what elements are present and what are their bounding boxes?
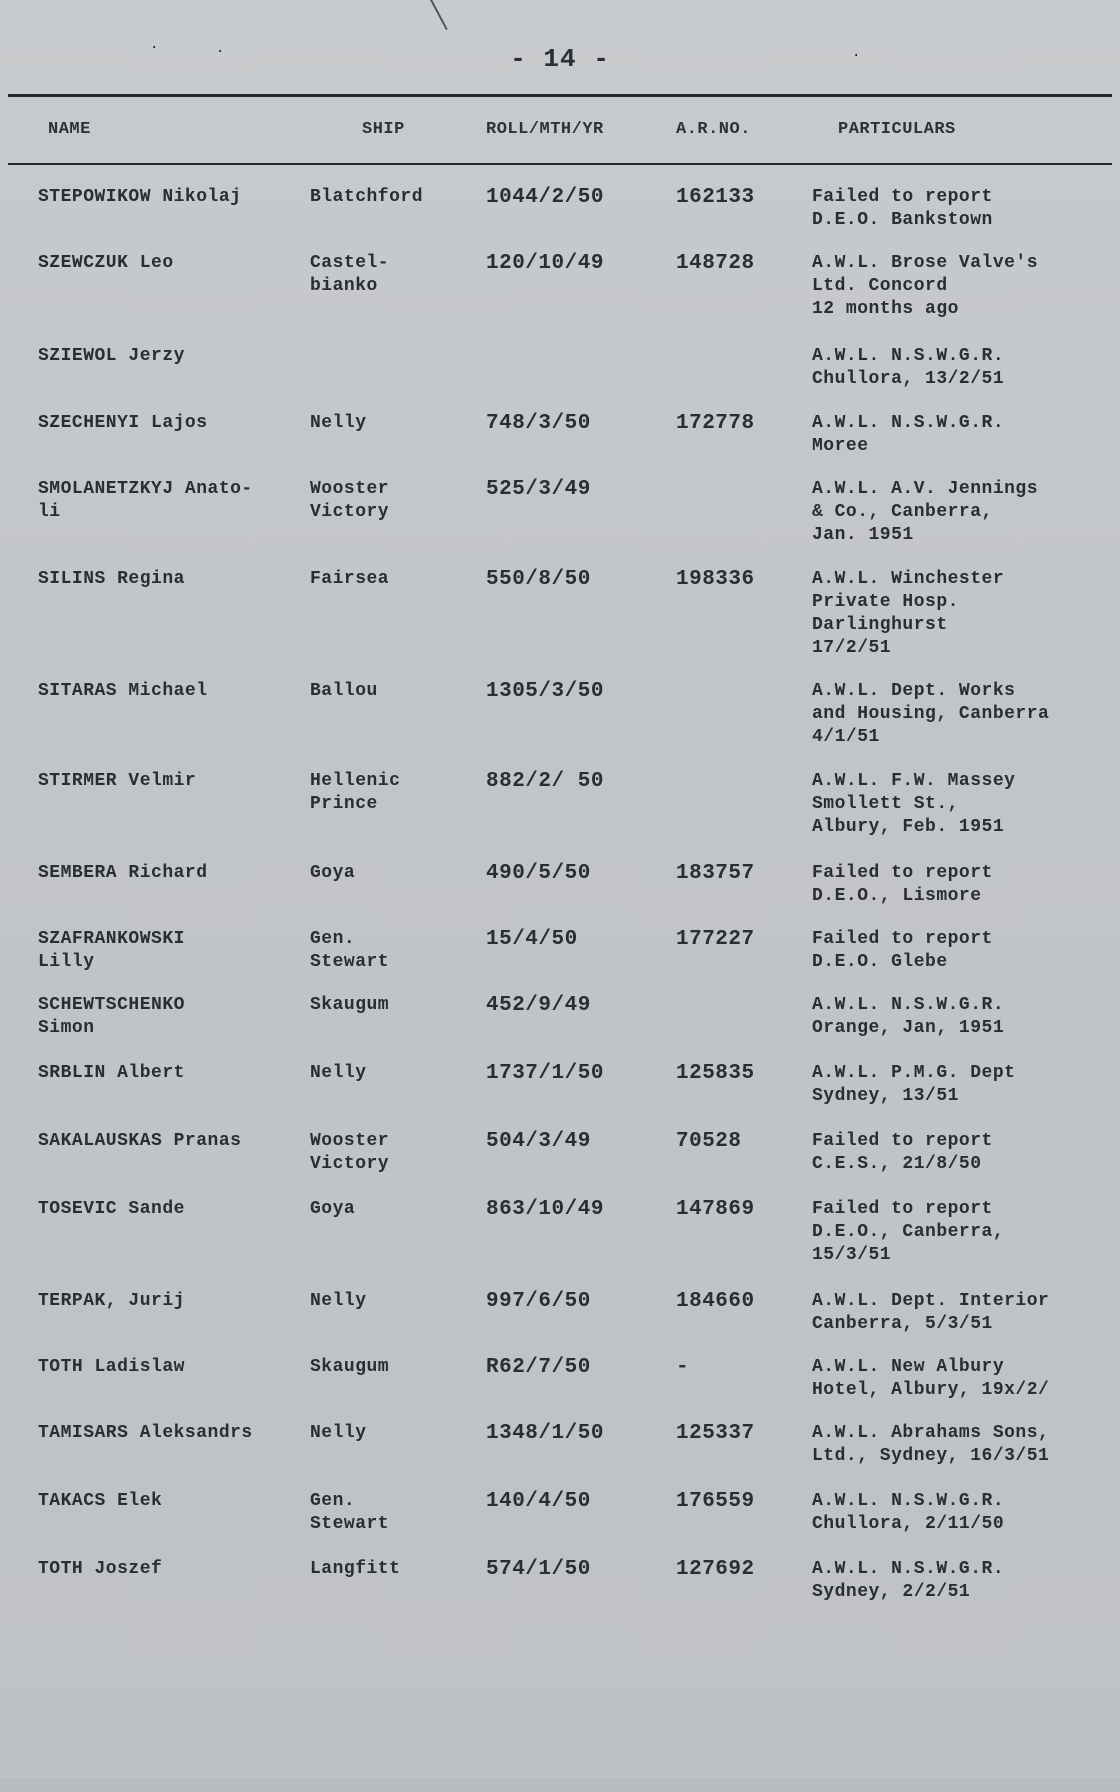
page-number: - 14 - bbox=[510, 44, 610, 74]
ink-speck: · bbox=[852, 48, 861, 64]
column-header-particulars: PARTICULARS bbox=[838, 120, 956, 139]
entry-name: TOTH Ladislaw bbox=[38, 1357, 185, 1377]
entry-particulars: A.W.L. Brose Valve's Ltd. Concord 12 months ago bbox=[812, 253, 1039, 319]
column-header-roll: ROLL/MTH/YR bbox=[486, 120, 604, 139]
entry-particulars: A.W.L. N.S.W.G.R. Chullora, 2/11/50 bbox=[812, 1491, 1005, 1534]
entry-roll: 550/8/50 bbox=[486, 568, 591, 591]
entry-ar-number: 183757 bbox=[676, 862, 755, 885]
entry-name: TERPAK, Jurij bbox=[38, 1291, 185, 1311]
entry-ar-number: - bbox=[676, 1356, 690, 1379]
entry-roll: 15/4/50 bbox=[486, 928, 578, 951]
entry-ar-number: 162133 bbox=[676, 186, 755, 209]
entry-ship: Castel- bianko bbox=[310, 253, 390, 296]
entry-ship: Hellenic Prince bbox=[310, 771, 401, 814]
page-bottom-edge bbox=[0, 1778, 1120, 1792]
fold-mark bbox=[430, 0, 448, 30]
entry-name: SRBLIN Albert bbox=[38, 1063, 185, 1083]
entry-particulars: A.W.L. N.S.W.G.R. Sydney, 2/2/51 bbox=[812, 1559, 1005, 1602]
entry-ship: Gen. Stewart bbox=[310, 1491, 390, 1534]
entry-ar-number: 172778 bbox=[676, 412, 755, 435]
entry-ship: Skaugum bbox=[310, 1357, 390, 1377]
entry-roll: 490/5/50 bbox=[486, 862, 591, 885]
entry-name: TAKACS Elek bbox=[38, 1491, 163, 1511]
entry-ar-number: 148728 bbox=[676, 252, 755, 275]
ink-speck: · bbox=[150, 40, 159, 56]
entry-name: SAKALAUSKAS Pranas bbox=[38, 1131, 242, 1151]
entry-roll: 140/4/50 bbox=[486, 1490, 591, 1513]
header-bottom-rule bbox=[8, 163, 1112, 165]
entry-ship: Blatchford bbox=[310, 187, 424, 207]
entry-ship: Nelly bbox=[310, 1423, 367, 1443]
entry-particulars: A.W.L. N.S.W.G.R. Orange, Jan, 1951 bbox=[812, 995, 1005, 1038]
entry-name: STIRMER Velmir bbox=[38, 771, 197, 791]
entry-ship: Wooster Victory bbox=[310, 479, 390, 522]
entry-ar-number: 176559 bbox=[676, 1490, 755, 1513]
entry-ship: Nelly bbox=[310, 1063, 367, 1083]
entry-ship: Nelly bbox=[310, 1291, 367, 1311]
entry-name: SMOLANETZKYJ Anato- li bbox=[38, 479, 253, 522]
entry-roll: 882/2/ 50 bbox=[486, 770, 604, 793]
column-header-arno: A.R.NO. bbox=[676, 120, 751, 139]
entry-ship: Skaugum bbox=[310, 995, 390, 1015]
entry-name: TAMISARS Aleksandrs bbox=[38, 1423, 253, 1443]
entry-ar-number: 198336 bbox=[676, 568, 755, 591]
entry-ship: Goya bbox=[310, 1199, 356, 1219]
entry-name: STEPOWIKOW Nikolaj bbox=[38, 187, 242, 207]
entry-ar-number: 147869 bbox=[676, 1198, 755, 1221]
entry-roll: R62/7/50 bbox=[486, 1356, 591, 1379]
entry-ar-number: 125337 bbox=[676, 1422, 755, 1445]
entry-name: SITARAS Michael bbox=[38, 681, 208, 701]
entry-roll: 574/1/50 bbox=[486, 1558, 591, 1581]
column-header-name: NAME bbox=[48, 120, 91, 139]
entry-ar-number: 127692 bbox=[676, 1558, 755, 1581]
entry-roll: 1044/2/50 bbox=[486, 186, 604, 209]
entry-ship: Langfitt bbox=[310, 1559, 401, 1579]
entry-particulars: A.W.L. A.V. Jennings & Co., Canberra, Jan. 1951 bbox=[812, 479, 1039, 545]
entry-ar-number: 70528 bbox=[676, 1130, 742, 1153]
entry-name: SEMBERA Richard bbox=[38, 863, 208, 883]
entry-name: TOTH Joszef bbox=[38, 1559, 163, 1579]
entry-particulars: A.W.L. N.S.W.G.R. Chullora, 13/2/51 bbox=[812, 346, 1005, 389]
header-top-rule bbox=[8, 94, 1112, 97]
entry-name: SZEWCZUK Leo bbox=[38, 253, 174, 273]
entry-particulars: Failed to report D.E.O. Glebe bbox=[812, 929, 993, 972]
entry-roll: 120/10/49 bbox=[486, 252, 604, 275]
entry-name: SILINS Regina bbox=[38, 569, 185, 589]
entry-roll: 1348/1/50 bbox=[486, 1422, 604, 1445]
entry-particulars: Failed to report C.E.S., 21/8/50 bbox=[812, 1131, 993, 1174]
entry-roll: 997/6/50 bbox=[486, 1290, 591, 1313]
entry-ship: Fairsea bbox=[310, 569, 390, 589]
entry-ship: Goya bbox=[310, 863, 356, 883]
entry-particulars: A.W.L. Abrahams Sons, Ltd., Sydney, 16/3/51 bbox=[812, 1423, 1050, 1466]
entry-roll: 504/3/49 bbox=[486, 1130, 591, 1153]
entry-roll: 1305/3/50 bbox=[486, 680, 604, 703]
entry-particulars: A.W.L. New Albury Hotel, Albury, 19x/2/ bbox=[812, 1357, 1050, 1400]
entry-name: SCHEWTSCHENKO Simon bbox=[38, 995, 185, 1038]
entry-particulars: Failed to report D.E.O. Bankstown bbox=[812, 187, 993, 230]
entry-ship: Ballou bbox=[310, 681, 378, 701]
entry-particulars: A.W.L. Dept. Works and Housing, Canberra 4/1/51 bbox=[812, 681, 1050, 747]
entry-particulars: Failed to report D.E.O., Canberra, 15/3/51 bbox=[812, 1199, 1005, 1265]
ink-speck: · bbox=[216, 44, 225, 60]
entry-ar-number: 125835 bbox=[676, 1062, 755, 1085]
entry-roll: 525/3/49 bbox=[486, 478, 591, 501]
entry-ar-number: 184660 bbox=[676, 1290, 755, 1313]
entry-ship: Wooster Victory bbox=[310, 1131, 390, 1174]
entry-ship: Gen. Stewart bbox=[310, 929, 390, 972]
entry-name: SZIEWOL Jerzy bbox=[38, 346, 185, 366]
entry-name: SZAFRANKOWSKI Lilly bbox=[38, 929, 185, 972]
entry-particulars: A.W.L. F.W. Massey Smollett St., Albury, Feb. 1951 bbox=[812, 771, 1016, 837]
entry-particulars: A.W.L. Dept. Interior Canberra, 5/3/51 bbox=[812, 1291, 1050, 1334]
entry-roll: 1737/1/50 bbox=[486, 1062, 604, 1085]
entry-roll: 748/3/50 bbox=[486, 412, 591, 435]
entry-ship: Nelly bbox=[310, 413, 367, 433]
entry-particulars: Failed to report D.E.O., Lismore bbox=[812, 863, 993, 906]
entry-name: SZECHENYI Lajos bbox=[38, 413, 208, 433]
entry-particulars: A.W.L. P.M.G. Dept Sydney, 13/51 bbox=[812, 1063, 1016, 1106]
entry-name: TOSEVIC Sande bbox=[38, 1199, 185, 1219]
column-header-ship: SHIP bbox=[362, 120, 405, 139]
entry-roll: 863/10/49 bbox=[486, 1198, 604, 1221]
entry-roll: 452/9/49 bbox=[486, 994, 591, 1017]
entry-ar-number: 177227 bbox=[676, 928, 755, 951]
entry-particulars: A.W.L. Winchester Private Hosp. Darlinghurst 17/2/51 bbox=[812, 569, 1005, 658]
entry-particulars: A.W.L. N.S.W.G.R. Moree bbox=[812, 413, 1005, 456]
